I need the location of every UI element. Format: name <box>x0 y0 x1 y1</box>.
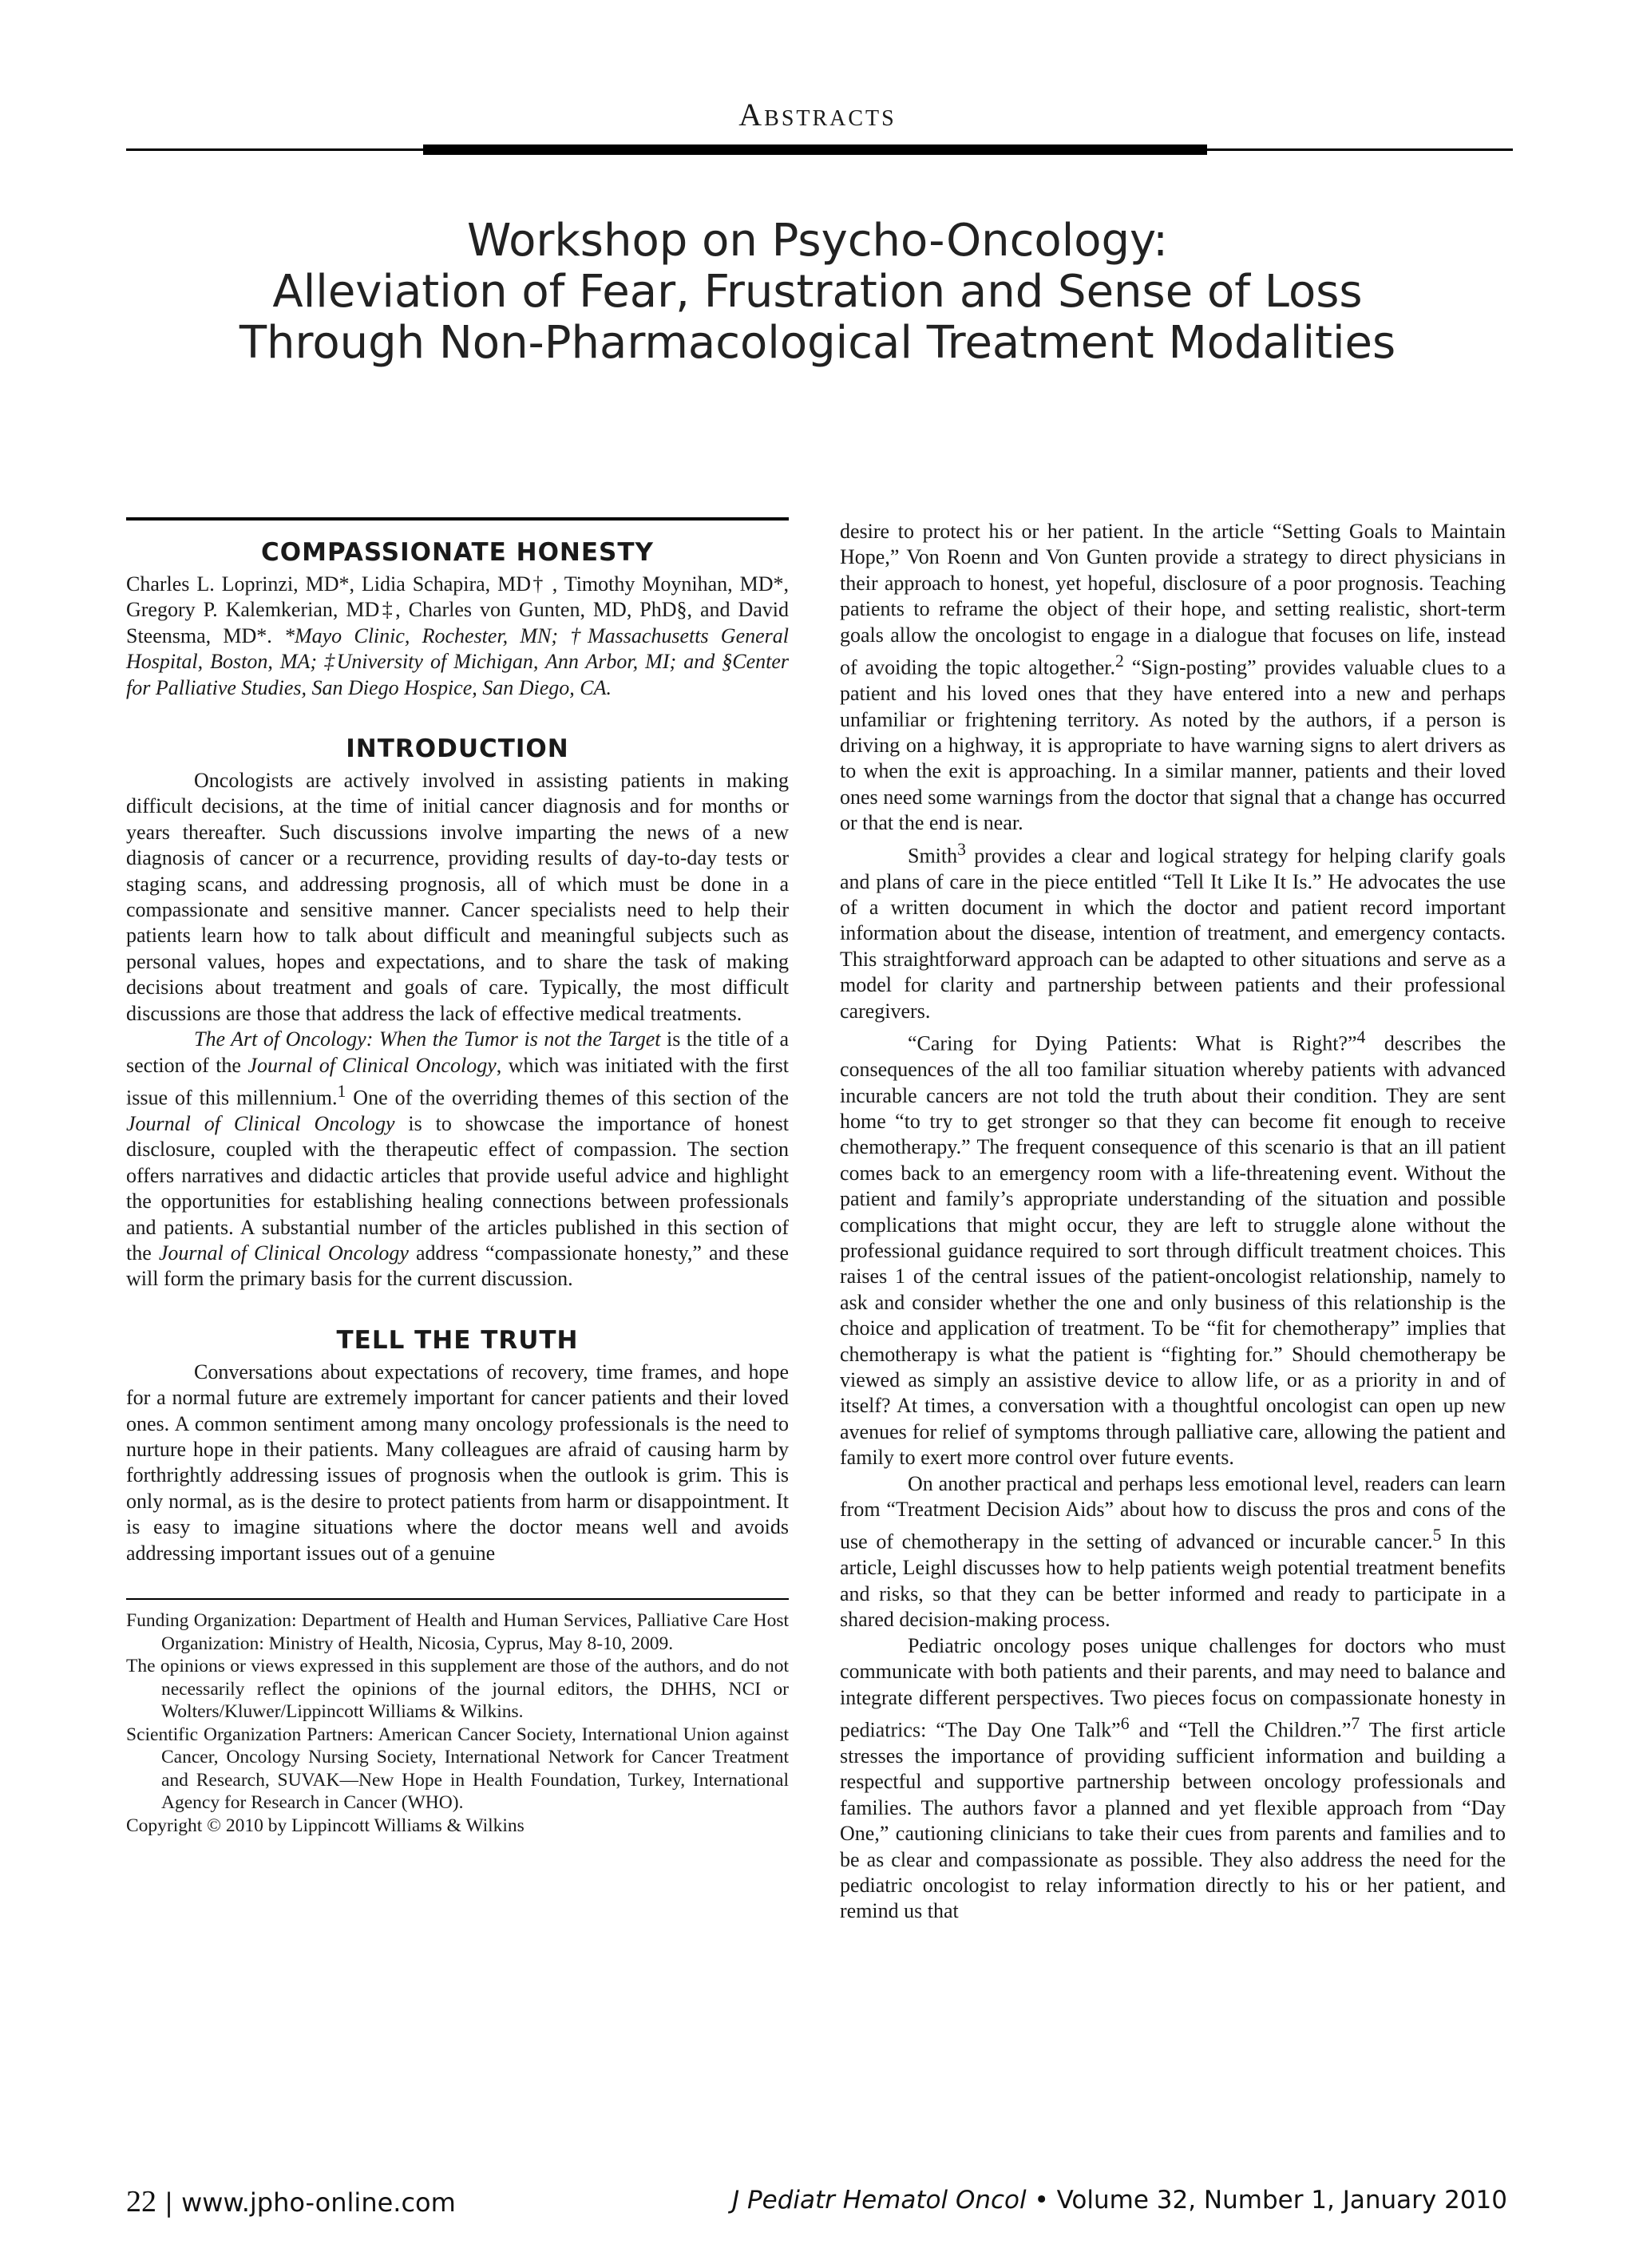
authors-affiliations: *Mayo Clinic, Rochester, MN; †Massachusetts General Hospital, Boston, MA; ‡University of Michigan, Ann Arbor, MI; and §Center for Palliative Studies, San Diego Hospice, San Diego, CA. <box>126 623 789 699</box>
footnote-copyright: Copyright © 2010 by Lippincott Williams & Wilkins <box>126 1815 525 1836</box>
right-p4-text-a: On another practical and perhaps less emotional level, readers can learn from “Treatment Decision Aids” about how to discuss the pros and cons of the use of chemotherapy in the setting of advanced or incurable cancer. <box>840 1471 1506 1554</box>
footnote-funding: Funding Organization: Department of Health and Human Services, Palliative Care Host Organization: Ministry of Health, Nicosia, Cyprus, May 8-10, 2009. <box>126 1610 789 1654</box>
right-paragraph-3 <box>840 1024 1506 1471</box>
right-p3-text-b: describes the consequences of the all too familiar situation whereby patients with advanced incurable cancers are not told the truth about their condition. They are sent home “to try to get stronger so that they can become fit enough to receive chemotherapy.” The frequent consequence of this scenario is that an ill patient comes back to an emergency room with a life-threatening event. Without the patient and family’s appropriate understanding of the situation and possible complications that might occur, they are left to struggle alone without the professional guidance required to sort through difficult treatment choices. This raises 1 of the central issues of the patient-oncologist relationship, namely to ask and consider whether the one and only business of this relationship is the choice and application of treatment. To be “fit for chemotherapy” implies that chemotherapy is what the patient is “fighting for.” Should chemotherapy be viewed as simply an assistive device to allow life, or as a priority in and of itself? At times, a conversation with a thoughtful oncologist can open up new avenues for relief of symptoms through palliative care, allowing the patient and family to exert more control over future events. <box>840 1031 1506 1470</box>
footnotes <box>126 1609 789 1837</box>
heading-introduction: INTRODUCTION <box>346 734 569 764</box>
article-title <box>160 216 1475 369</box>
author-list <box>126 572 789 701</box>
journal-name-1: Journal of Clinical Oncology <box>247 1053 497 1077</box>
right-column <box>840 519 1506 1925</box>
column-top-rule <box>126 517 789 520</box>
authors-names: Charles L. Loprinzi, MD*, Lidia Schapira, MD† , Timothy Moynihan, MD*, Gregory P. Kalemkerian, MD‡, Charles von Gunten, MD, PhD§, and David Steensma, MD*. <box>126 572 789 647</box>
reference-2: 2 <box>1115 651 1124 671</box>
reference-6: 6 <box>1120 1713 1130 1733</box>
right-p5-text-c: The first article stresses the importance of providing sufficient information and building a respectful and supportive partnership between oncology professionals and families. The authors favor a planned and yet flexible approach from “Day One,” cautioning clinicians to take their cues from parents and families and to be as clear and compassionate as possible. They also address the need for the pediatric oncologist to relay information directly to his or her patient, and remind us that <box>840 1718 1506 1923</box>
reference-5: 5 <box>1432 1526 1442 1546</box>
footnote-opinions: The opinions or views expressed in this supplement are those of the authors, and do not necessarily reflect the opinions of the journal editors, the DHHS, NCI or Wolters/Kluwer/Lippincott Williams & Wilkins. <box>126 1656 789 1723</box>
right-p5-text-b: and “Tell the Children.” <box>1129 1718 1352 1742</box>
reference-7: 7 <box>1351 1713 1360 1733</box>
section-label: Abstracts <box>738 97 897 133</box>
header-rule-thick <box>423 144 1207 155</box>
title-line-1: Workshop on Psycho-Oncology: <box>466 215 1168 267</box>
right-p1-text-a: desire to protect his or her patient. In the article “Setting Goals to Maintain Hope,” Von Roenn and Von Gunten provide a strategy to direct physicians in their approach to honest, yet hopeful, disclosure of a poor prognosis. Teaching patients to reframe the object of their hope, and setting realistic, short-term goals allow the oncologist to engage in a dialogue that focuses on life, instead of avoiding the topic altogether. <box>840 520 1506 679</box>
intro-paragraph-1: Oncologists are actively involved in assisting patients in making difficult decisions, at the time of initial cancer diagnosis and for months or years thereafter. Such discussions involve imparting the news of a new diagnosis of cancer or a recurrence, providing results of day-to-day tests or staging scans, and addressing prognosis, all of which must be done in a compassionate and sensitive manner. Cancer specialists need to help their patients learn how to talk about difficult and meaningful subjects such as personal values, hopes and expectations, and to share the task of making decisions about treatment and goals of care. Typically, the most difficult discussions are those that address the lack of effective medical treatments. <box>126 769 789 1025</box>
truth-paragraph-1: Conversations about expectations of recovery, time frames, and hope for a normal future are extremely important for cancer patients and their loved ones. A common sentiment among many oncology professionals is the need to nurture hope in their patients. Many colleagues are afraid of causing harm by forthrightly addressing issues of prognosis when the outlook is grim. This is only normal, as is the desire to protect patients from harm or disappointment. It is easy to imagine situations where the doctor means well and avoids addressing important issues out of a genuine <box>126 1360 789 1565</box>
intro-p2-text-b: , which was initiated with the first issue of this millennium. <box>126 1053 789 1110</box>
reference-1: 1 <box>337 1081 346 1101</box>
right-p2-text-a: Smith <box>908 844 958 868</box>
reference-3: 3 <box>957 839 966 859</box>
reference-4: 4 <box>1356 1027 1366 1047</box>
intro-p2-text-c: One of the overriding themes of this section of the <box>346 1086 789 1110</box>
journal-name-3: Journal of Clinical Oncology <box>158 1241 409 1265</box>
right-paragraph-5 <box>840 1633 1506 1925</box>
page-footer-right <box>732 2186 1507 2215</box>
journal-abbrev: J Pediatr Hematol Oncol <box>731 2186 1027 2215</box>
page-footer-left <box>126 2184 456 2219</box>
intro-paragraph-2 <box>126 1027 789 1292</box>
intro-p2-text-e: address “compassionate honesty,” and these will form the primary basis for the current discussion. <box>126 1241 789 1291</box>
heading-compassionate-honesty: COMPASSIONATE HONESTY <box>261 538 654 567</box>
journal-website: | www.jpho-online.com <box>156 2187 456 2218</box>
left-column <box>126 517 789 1837</box>
right-p3-text-a: “Caring for Dying Patients: What is Right?” <box>908 1031 1357 1055</box>
footnote-partners: Scientific Organization Partners: American Cancer Society, International Union against Cancer, Oncology Nursing Society, International Network for Cancer Treatment and Research, SUVAK—New Hope in Health Foundation, Turkey, International Agency for Research in Cancer (WHO). <box>126 1724 789 1814</box>
journal-issue: • Volume 32, Number 1, January 2010 <box>1026 2186 1507 2215</box>
title-line-3: Through Non-Pharmacological Treatment Modalities <box>239 317 1396 369</box>
art-of-oncology-title: The Art of Oncology: When the Tumor is not the Target <box>194 1027 661 1051</box>
footnote-rule <box>126 1598 789 1600</box>
journal-name-2: Journal of Clinical Oncology <box>126 1111 395 1135</box>
right-paragraph-1 <box>840 519 1506 837</box>
title-line-2: Alleviation of Fear, Frustration and Sense of Loss <box>272 266 1363 318</box>
heading-tell-the-truth: TELL THE TRUTH <box>336 1325 579 1355</box>
right-p4-text-b: In this article, Leighl discusses how to help patients weigh potential treatment benefits and risks, so that they can be better informed and ready to participate in a shared decision-making process. <box>840 1530 1506 1632</box>
intro-p2-text-a: is the title of a section of the <box>126 1027 789 1077</box>
intro-p2-text-d: is to showcase the importance of honest disclosure, coupled with the therapeutic effect of compassion. The section offers narratives and didactic articles that provide useful advice and highlight the opportunities for establishing healing connections between professionals and patients. A substantial number of the articles published in this section of the <box>126 1111 790 1265</box>
right-p5-text-a: Pediatric oncology poses unique challenges for doctors who must communicate with both patients and their parents, and may need to balance and integrate different perspectives. Two pieces focus on compassionate honesty in pediatrics: “The Day One Talk” <box>840 1633 1506 1742</box>
right-p2-text-b: provides a clear and logical strategy for helping clarify goals and plans of care in the piece entitled “Tell It Like It Is.” He advocates the use of a written document in which the doctor and patient record important information about the disease, intention of treatment, and emergency contacts. This straightforward approach can be adapted to other situations and serve as a model for clarity and partnership between patients and their professional caregivers. <box>840 844 1506 1023</box>
page-number: 22 <box>126 2185 156 2219</box>
right-paragraph-2 <box>840 837 1506 1025</box>
right-p1-text-b: “Sign-posting” provides valuable clues to a patient and his loved ones that they have entered into a new and perhaps unfamiliar or frightening territory. As noted by the authors, if a person is driving on a highway, it is appropriate to have warning signs to alert drivers as to when the exit is approaching. In a similar manner, patients and their loved ones need some warnings from the doctor that signal that a change has occurred or that the end is near. <box>840 655 1506 835</box>
right-paragraph-4 <box>840 1471 1506 1633</box>
